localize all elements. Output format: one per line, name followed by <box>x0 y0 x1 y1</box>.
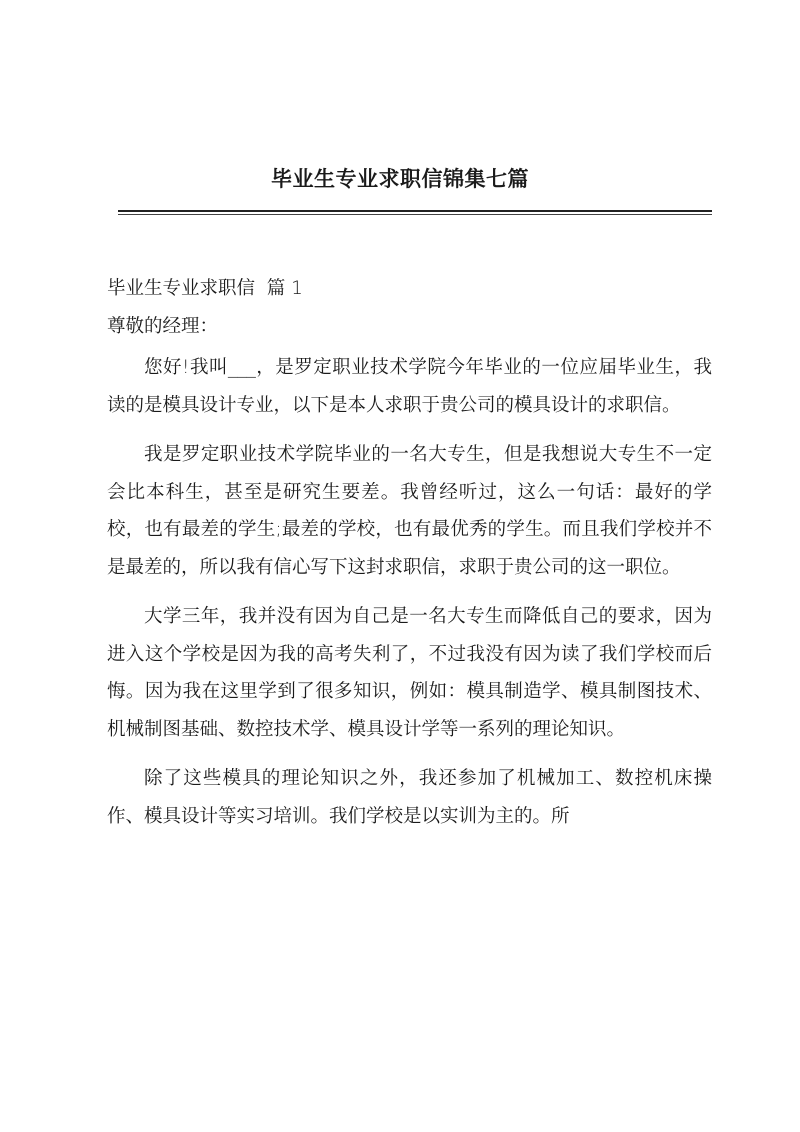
salutation: 尊敬的经理： <box>107 315 219 337</box>
body-paragraph: 除了这些模具的理论知识之外，我还参加了机械加工、数控机床操作、模具设计等实习培训。我们学校是以实训为主的。所 <box>107 768 712 827</box>
title-divider-thick <box>118 210 712 212</box>
title-divider-thin <box>118 214 712 215</box>
document-title: 毕业生专业求职信锦集七篇 <box>271 166 529 191</box>
body-paragraph: 我是罗定职业技术学院毕业的一名大专生，但是我想说大专生不一定会比本科生，甚至是研究生要差。我曾经听过，这么一句话：最好的学校，也有最差的学生;最差的学校，也有最优秀的学生。而且我们学校并不是最差的，所以我有信心写下这封求职信，求职于贵公司的这一职位。 <box>107 444 712 578</box>
body-paragraph: 您好!我叫___，是罗定职业技术学院今年毕业的一位应届毕业生，我读的是模具设计专业，以下是本人求职于贵公司的模具设计的求职信。 <box>107 357 712 416</box>
body-paragraph: 大学三年，我并没有因为自己是一名大专生而降低自己的要求，因为进入这个学校是因为我的高考失利了，不过我没有因为读了我们学校而后悔。因为我在这里学到了很多知识，例如：模具制造学、模具制图技术、机械制图基础、数控技术学、模具设计学等一系列的理论知识。 <box>107 606 712 740</box>
document-body <box>107 270 712 835</box>
section-heading: 毕业生专业求职信 篇 1 <box>107 278 303 299</box>
